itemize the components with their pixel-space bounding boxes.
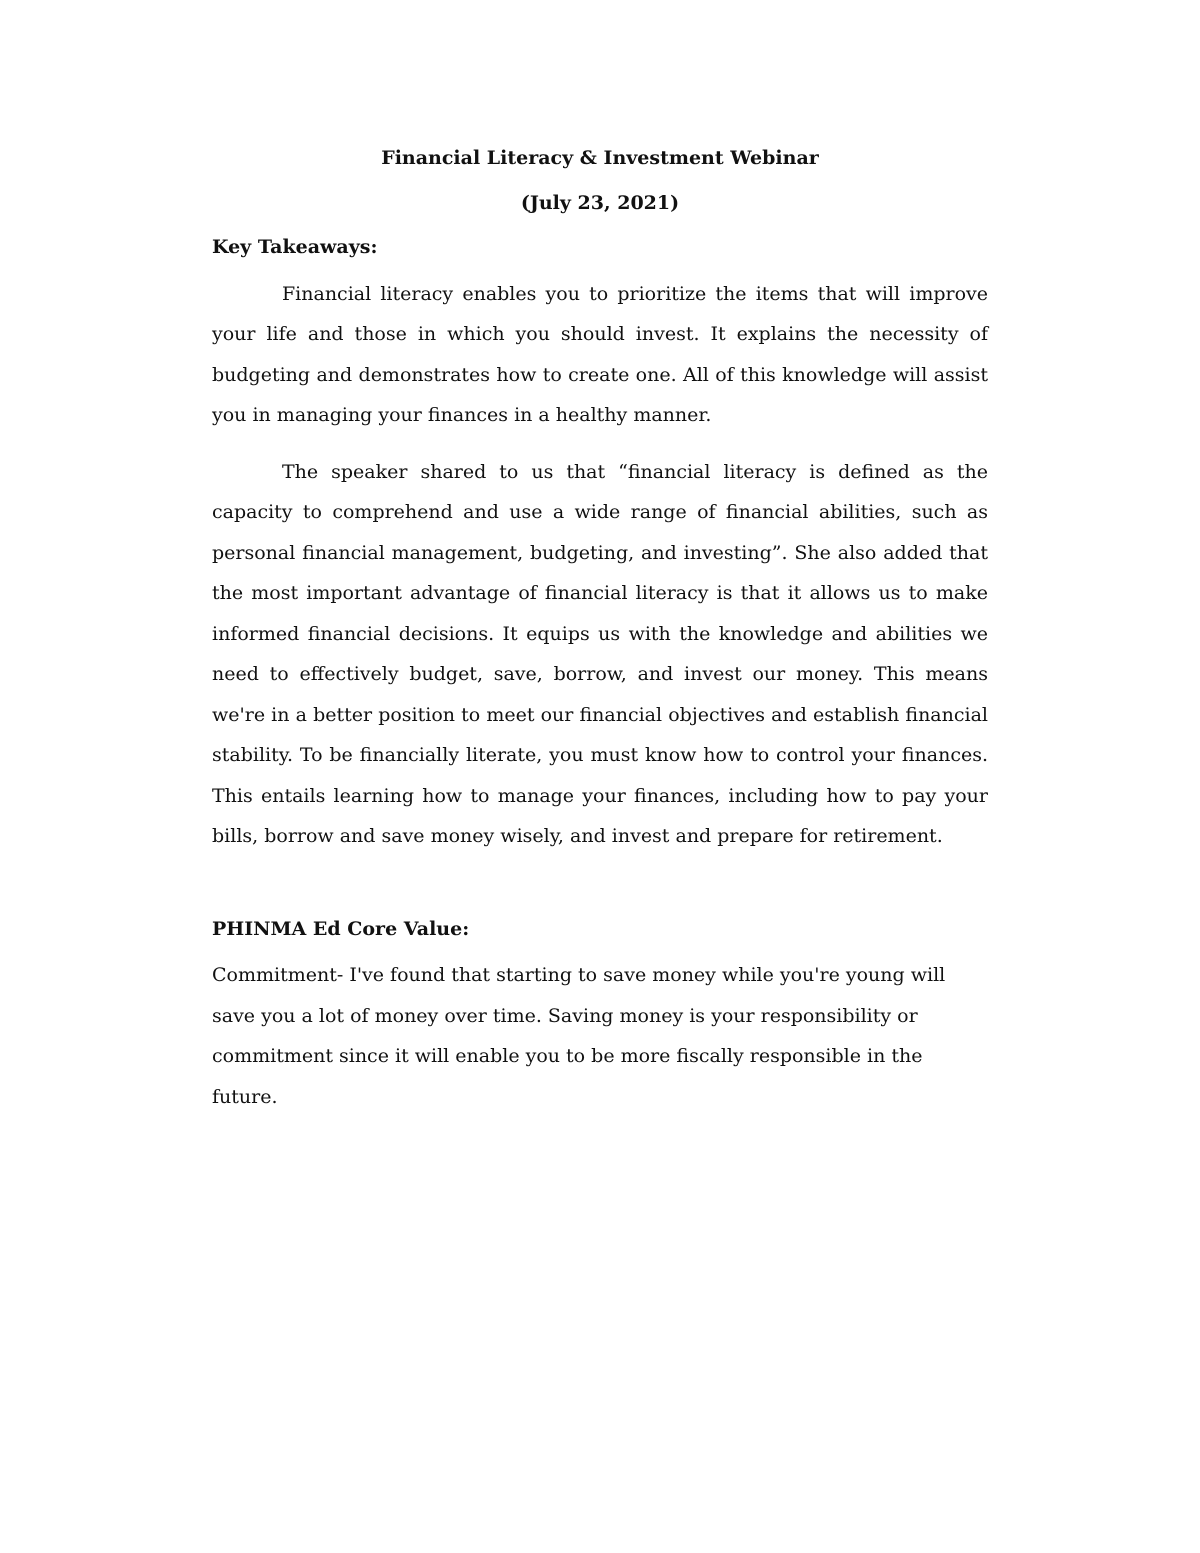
document-date: (July 23, 2021) xyxy=(520,191,680,214)
document-body xyxy=(212,138,988,1117)
core-value-paragraph: Commitment- I've found that starting to save money while you're young will save you a lot of money over time. Saving money is your responsibility or commitment since it will enable you to be more fiscally responsible in the future. xyxy=(212,964,946,1108)
core-value-heading: PHINMA Ed Core Value: xyxy=(212,917,470,940)
document-title: Financial Literacy & Investment Webinar xyxy=(381,147,819,169)
takeaways-paragraph-1: Financial literacy enables you to prioritize the items that will improve your life and those in which you should invest. It explains the necessity of budgeting and demonstrates how to create one. All of this knowledge will assist you in managing your finances in a healthy manner. xyxy=(212,282,988,426)
takeaways-paragraph-2: The speaker shared to us that “financial literacy is defined as the capacity to comprehend and use a wide range of financial abilities, such as personal financial management, budgeting, and investing”. She also added that the most important advantage of financial literacy is that it allows us to make informed financial decisions. It equips us with the knowledge and abilities we need to effectively budget, save, borrow, and invest our money. This means we're in a better position to meet our financial objectives and establish financial stability. To be financially literate, you must know how to control your finances. This entails learning how to manage your finances, including how to pay your bills, borrow and save money wisely, and invest and prepare for retirement. xyxy=(212,460,988,847)
takeaways-heading: Key Takeaways: xyxy=(212,236,378,258)
